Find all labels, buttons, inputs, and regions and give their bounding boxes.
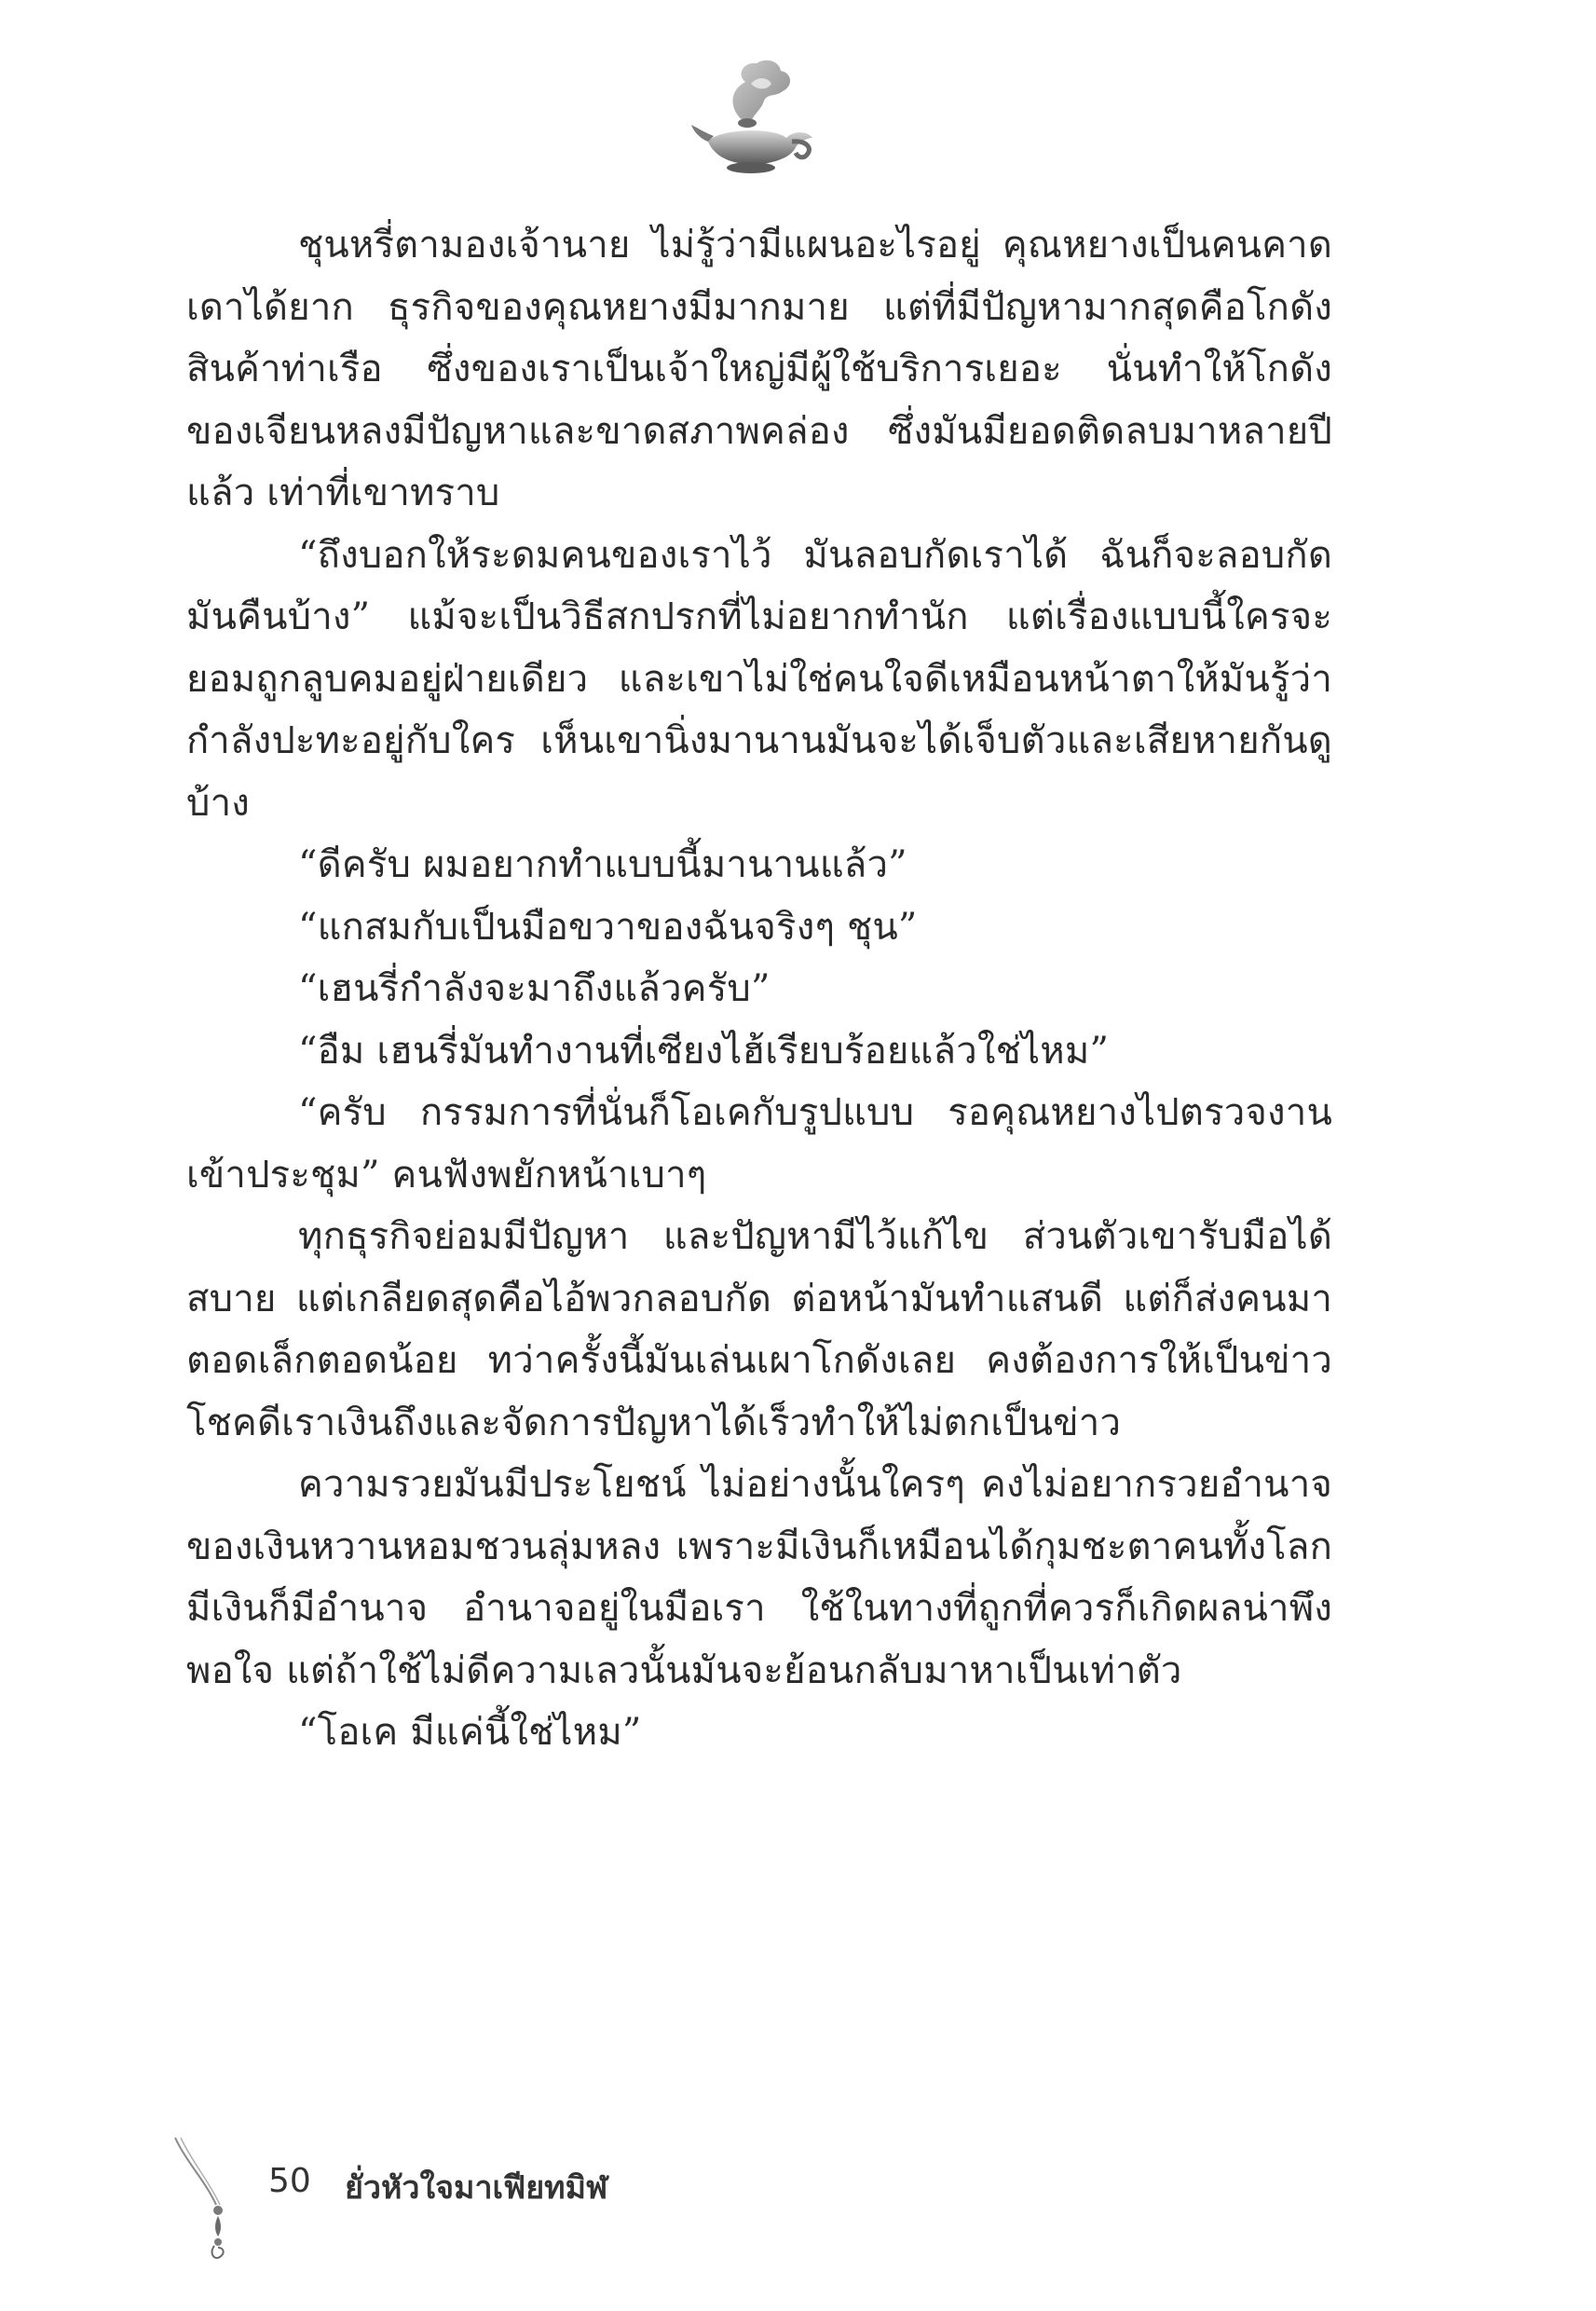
page-number: 50 — [268, 2162, 311, 2200]
paragraph: “ครับ กรรมการที่นั่นก็โอเคกับรูปแบบ รอคุณหยางไปตรวจงานเข้าประชุม” คนฟังพยักหน้าเบาๆ — [186, 1091, 1332, 1197]
dialogue-line: “เฮนรี่กำลังจะมาถึงแล้วครับ” — [298, 967, 771, 1010]
paragraph: “ถึงบอกให้ระดมคนของเราไว้ มันลอบกัดเราได้ ฉันก็จะลอบกัดมันคืนบ้าง” แม้จะเป็นวิธีสกปรกที่ไม่อยากทำนัก แต่เรื่องแบบนี้ใครจะยอมถูกลูบคมอยู่ฝ่ายเดียว และเขาไม่ใช่คนใจดีเหมือนหน้าตาให้มันรู้ว่ากำลังปะทะอยู่กับใคร เห็นเขานิ่งมานานมันจะได้เจ็บตัวและเสียหายกันดูบ้าง — [186, 533, 1332, 825]
body-text — [186, 214, 1332, 2125]
page-footer — [168, 2134, 820, 2264]
paragraph: ทุกธุรกิจย่อมมีปัญหา และปัญหามีไว้แก้ไข ส่วนตัวเขารับมือได้สบาย แต่เกลียดสุดคือไอ้พวกลอบกัด ต่อหน้ามันทำแสนดี แต่ก็ส่งคนมาตอดเล็กตอดน้อย ทว่าครั้งนี้มันเล่นเผาโกดังเลย คงต้องการให้เป็นข่าว โชคดีเราเงินถึงและจัดการปัญหาได้เร็วทำให้ไม่ตกเป็นข่าว — [186, 1215, 1332, 1444]
hanging-ornament-icon — [168, 2134, 261, 2264]
dialogue-line: “แกสมกับเป็นมือขวาของฉันจริงๆ ชุน” — [298, 905, 918, 949]
paragraph: ชุนหรี่ตามองเจ้านาย ไม่รู้ว่ามีแผนอะไรอยู่ คุณหยางเป็นคนคาดเดาได้ยาก ธุรกิจของคุณหยางมีมากมาย แต่ที่มีปัญหามากสุดคือโกดังสินค้าท่าเรือ ซึ่งของเราเป็นเจ้าใหญ่มีผู้ใช้บริการเยอะ นั่นทำให้โกดังของเจียนหลงมีปัญหาและขาดสภาพคล่อง ซึ่งมันมียอดติดลบมาหลายปีแล้ว เท่าที่เขาทราบ — [186, 224, 1332, 514]
paragraph: ความรวยมันมีประโยชน์ ไม่อย่างนั้นใครๆ คงไม่อยากรวยอำนาจของเงินหวานหอมชวนลุ่มหลง เพราะมีเงินก็เหมือนได้กุมชะตาคนทั้งโลก มีเงินก็มีอำนาจ อำนาจอยู่ในมือเรา ใช้ในทางที่ถูกที่ควรก็เกิดผลน่าพึงพอใจ แต่ถ้าใช้ไม่ดีความเลวนั้นมันจะย้อนกลับมาหาเป็นเท่าตัว — [186, 1463, 1332, 1692]
dialogue-line: “โอเค มีแค่นี้ใช่ไหม” — [298, 1711, 642, 1754]
dialogue-line: “อืม เฮนรี่มันทำงานที่เซียงไฮ้เรียบร้อยแล้วใช่ไหม” — [298, 1029, 1110, 1073]
genie-lamp-icon — [689, 56, 820, 177]
dialogue-line: “ดีครับ ผมอยากทำแบบนี้มานานแล้ว” — [298, 843, 907, 886]
book-title: ยั่วหัวใจมาเฟียทมิฬ — [345, 2169, 608, 2207]
